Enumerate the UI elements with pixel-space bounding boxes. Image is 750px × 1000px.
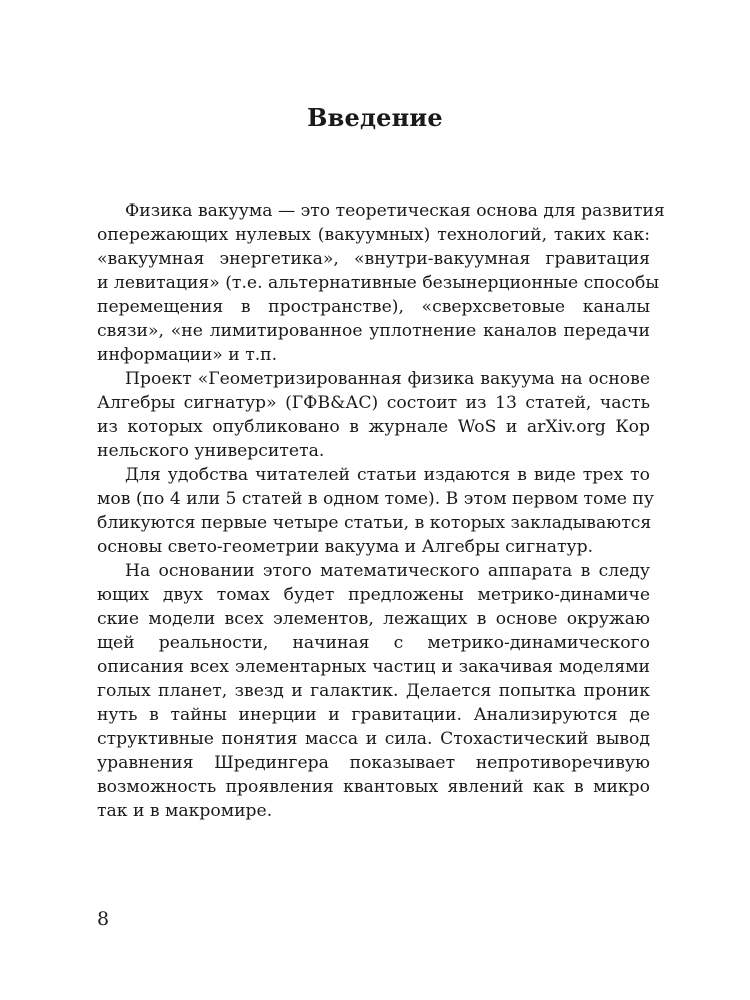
text-line: На основании этого математического аппарата в следу <box>125 561 650 581</box>
paragraph-1 <box>97 199 665 367</box>
text-line: так и в макромире. <box>97 801 273 821</box>
text-line: перемещения в пространстве), «сверхсветовые каналы <box>97 297 650 317</box>
paragraph-4 <box>97 559 650 823</box>
text-line: и левитация» (т.е. альтернативные безынерционные способы <box>97 273 660 293</box>
text-line: возможность проявления квантовых явлений как в микро <box>97 777 650 797</box>
text-line: из которых опубликовано в журнале WoS и arXiv.org Кор <box>97 417 650 437</box>
text-line: нельского университета. <box>97 441 325 461</box>
text-line: Физика вакуума — это теоретическая основа для развития <box>125 201 665 221</box>
text-line: уравнения Шредингера показывает непротиворечивую <box>97 753 650 773</box>
text-line: «вакуумная энергетика», «внутри-вакуумная гравитация <box>97 249 650 269</box>
paragraph-3 <box>97 463 654 559</box>
text-line: связи», «не лимитированное уплотнение каналов передачи <box>97 321 650 341</box>
text-line: мов (по 4 или 5 статей в одном томе). В этом первом томе пу <box>97 489 654 509</box>
text-line: Для удобства читателей статьи издаются в виде трех то <box>125 465 650 485</box>
text-line: опережающих нулевых (вакуумных) технологий, таких как: <box>97 225 650 245</box>
text-line: ющих двух томах будет предложены метрико-динамиче <box>97 585 650 605</box>
text-line: Проект «Геометризированная физика вакуума на основе <box>125 369 650 389</box>
chapter-title: Введение <box>307 103 443 132</box>
page-number: 8 <box>97 908 110 930</box>
text-body <box>97 199 665 823</box>
text-line: нуть в тайны инерции и гравитации. Анализируются де <box>97 705 650 725</box>
paragraph-2 <box>97 367 650 463</box>
text-line: описания всех элементарных частиц и закачивая моделями <box>97 657 650 677</box>
text-line: Алгебры сигнатур» (ГФВ&АС) состоит из 13 статей, часть <box>97 393 650 413</box>
text-line: ские модели всех элементов, лежащих в основе окружаю <box>97 609 650 629</box>
text-line: информации» и т.п. <box>97 345 278 365</box>
text-line: щей реальности, начиная с метрико-динамического <box>97 633 650 653</box>
text-line: основы свето-геометрии вакуума и Алгебры сигнатур. <box>97 537 594 557</box>
text-line: голых планет, звезд и галактик. Делается попытка проник <box>97 681 650 701</box>
text-line: бликуются первые четыре статьи, в которых закладываются <box>97 513 652 533</box>
text-line: структивные понятия масса и сила. Стохастический вывод <box>97 729 650 749</box>
